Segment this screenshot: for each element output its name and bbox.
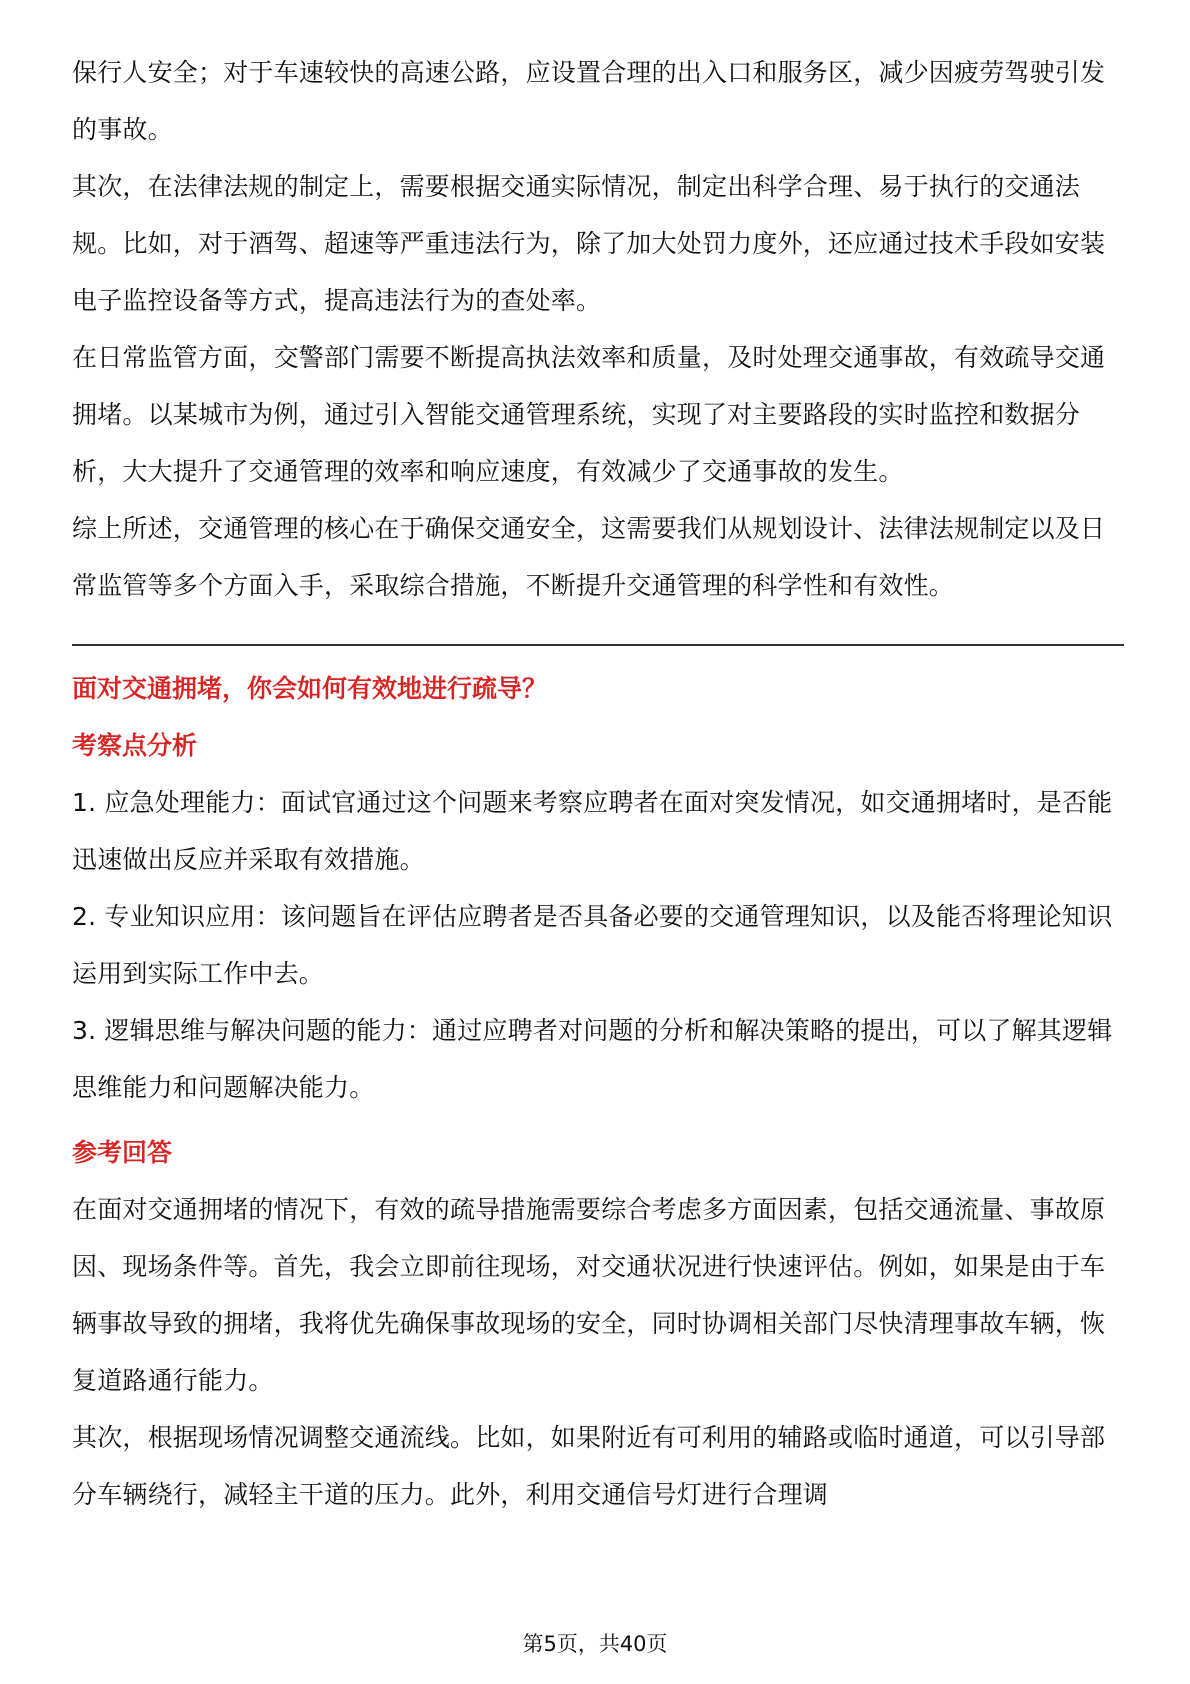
document-page bbox=[72, 44, 1124, 1523]
answer-paragraph: 在面对交通拥堵的情况下，有效的疏导措施需要综合考虑多方面因素，包括交通流量、事故原因、现场条件等。首先，我会立即前往现场，对交通状况进行快速评估。例如，如果是由于车辆事故导致的拥堵，我将优先确保事故现场的安全，同时协调相关部门尽快清理事故车辆，恢复道路通行能力。 bbox=[72, 1195, 1106, 1395]
section-divider bbox=[72, 644, 1124, 646]
paragraph: 其次，在法律法规的制定上，需要根据交通实际情况，制定出科学合理、易于执行的交通法规。比如，对于酒驾、超速等严重违法行为，除了加大处罚力度外，还应通过技术手段如安装电子监控设备等方式，提高违法行为的查处率。 bbox=[72, 172, 1106, 315]
paragraph: 综上所述，交通管理的核心在于确保交通安全，这需要我们从规划设计、法律法规制定以及日常监管等多个方面入手，采取综合措施，不断提升交通管理的科学性和有效性。 bbox=[72, 514, 1106, 600]
analysis-item: 3. 逻辑思维与解决问题的能力：通过应聘者对问题的分析和解决策略的提出，可以了解其逻辑思维能力和问题解决能力。 bbox=[72, 1016, 1113, 1102]
answer-heading: 参考回答 bbox=[72, 1138, 173, 1167]
paragraph: 在日常监管方面，交警部门需要不断提高执法效率和质量，及时处理交通事故，有效疏导交通拥堵。以某城市为例，通过引入智能交通管理系统，实现了对主要路段的实时监控和数据分析，大大提升了交通管理的效率和响应速度，有效减少了交通事故的发生。 bbox=[72, 343, 1106, 486]
analysis-heading: 考察点分析 bbox=[72, 731, 198, 760]
analysis-item: 1. 应急处理能力：面试官通过这个问题来考察应聘者在面对突发情况，如交通拥堵时，是否能迅速做出反应并采取有效措施。 bbox=[72, 788, 1113, 874]
paragraph: 保行人安全；对于车速较快的高速公路，应设置合理的出入口和服务区，减少因疲劳驾驶引发的事故。 bbox=[72, 58, 1106, 144]
question-title: 面对交通拥堵，你会如何有效地进行疏导？ bbox=[72, 674, 548, 703]
page-number: 第5页，共40页 bbox=[522, 1632, 668, 1656]
answer-paragraph: 其次，根据现场情况调整交通流线。比如，如果附近有可利用的辅路或临时通道，可以引导部分车辆绕行，减轻主干道的压力。此外，利用交通信号灯进行合理调 bbox=[72, 1423, 1106, 1509]
analysis-item: 2. 专业知识应用：该问题旨在评估应聘者是否具备必要的交通管理知识，以及能否将理论知识运用到实际工作中去。 bbox=[72, 902, 1113, 988]
